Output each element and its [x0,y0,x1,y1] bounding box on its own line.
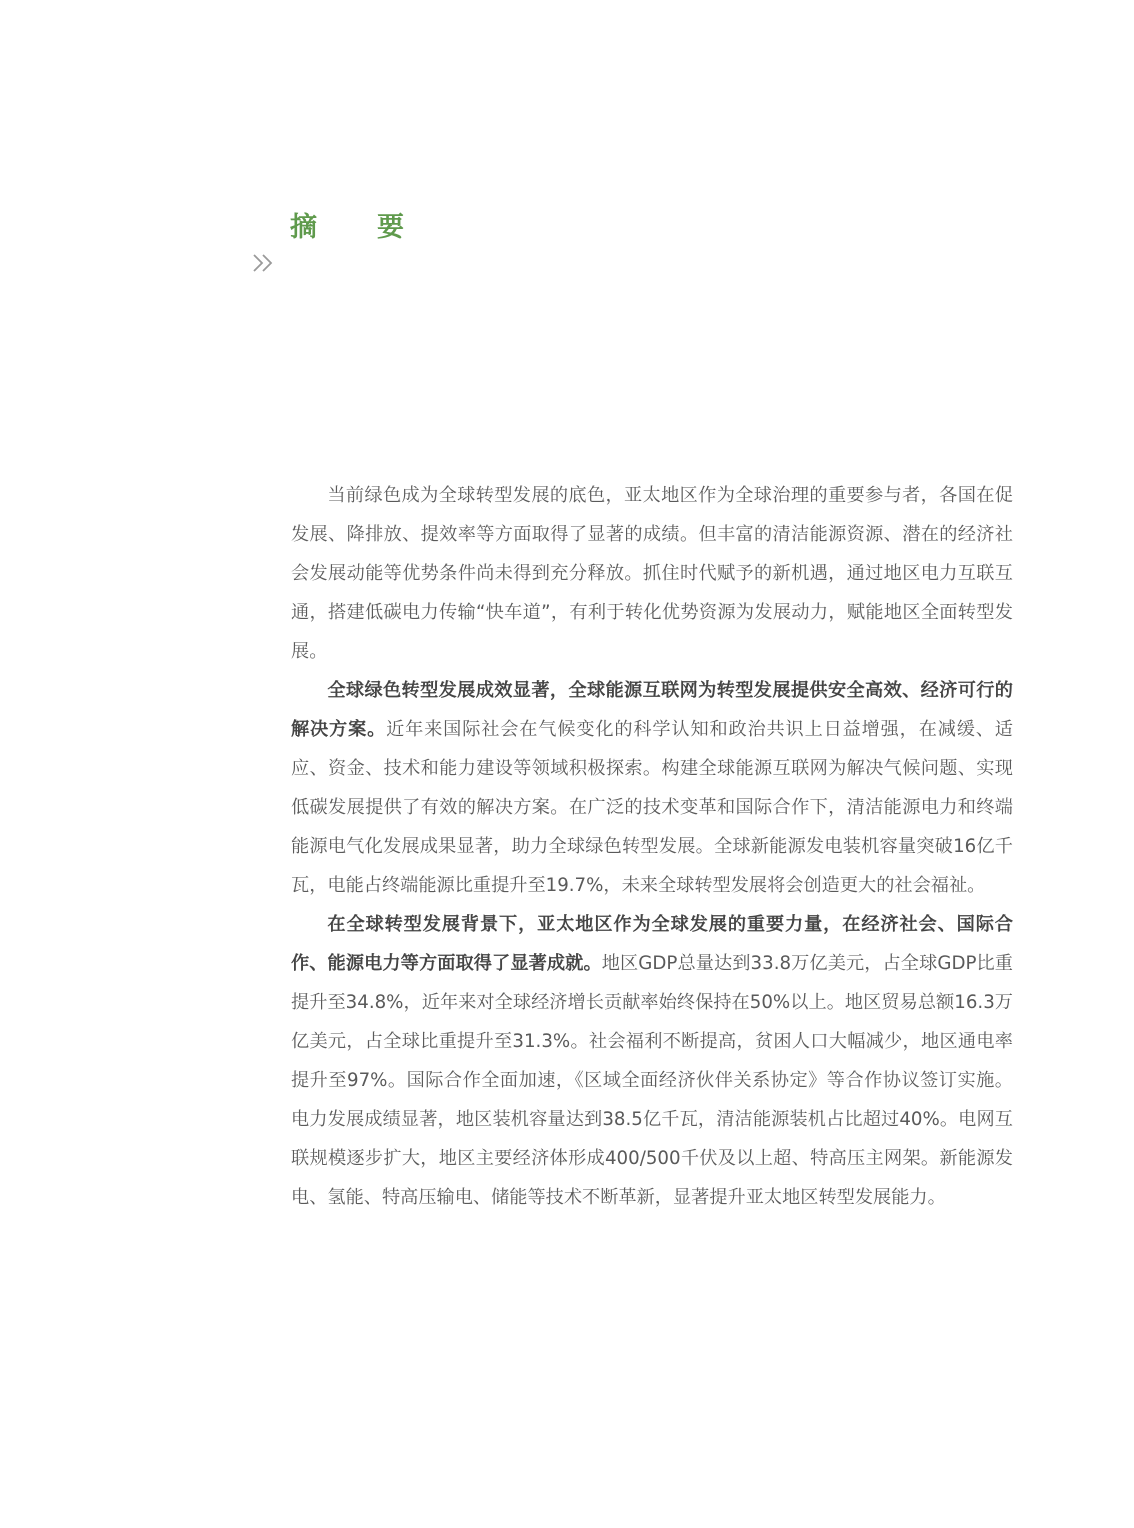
paragraph-3-text: 地区GDP总量达到33.8万亿美元，占全球GDP比重提升至34.8%，近年来对全球经济增长贡献率始终保持在50%以上。地区贸易总额16.3万亿美元，占全球比重提升至31.3%。社会福利不断提高，贫困人口大幅减少，地区通电率提升至97%。国际合作全面加速，《区域全面经济伙伴关系协定》等合作协议签订实施。电力发展成绩显著，地区装机容量达到38.5亿千瓦，清洁能源装机占比超过40%。电网互联规模逐步扩大，地区主要经济体形成400/500千伏及以上超、特高压主网架。新能源发电、氢能、特高压输电、储能等技术不断革新，显著提升亚太地区转型发展能力。 [291,953,1013,1208]
section-title-char-2: 要 [377,212,404,243]
section-title-char-1: 摘 [290,212,317,243]
paragraph-2-lead: 全球绿色转型发展成效显著，全球能源互联网为转型发展提供安全高效、经济可行的解决方案。 [291,680,1013,740]
paragraph-2-text: 近年来国际社会在气候变化的科学认知和政治共识上日益增强，在减缓、适应、资金、技术和能力建设等领域积极探索。构建全球能源互联网为解决气候问题、实现低碳发展提供了有效的解决方案。在广泛的技术变革和国际合作下，清洁能源电力和终端能源电气化发展成果显著，助力全球绿色转型发展。全球新能源发电装机容量突破16亿千瓦，电能占终端能源比重提升至19.7%，未来全球转型发展将会创造更大的社会福祉。 [291,719,1013,896]
paragraph-1-text: 当前绿色成为全球转型发展的底色，亚太地区作为全球治理的重要参与者，各国在促发展、降排放、提效率等方面取得了显著的成绩。但丰富的清洁能源资源、潜在的经济社会发展动能等优势条件尚未得到充分释放。抓住时代赋予的新机遇，通过地区电力互联互通，搭建低碳电力传输“快车道”，有利于转化优势资源为发展动力，赋能地区全面转型发展。 [291,485,1013,662]
double-chevron-right-icon [252,252,276,274]
section-title [290,205,404,244]
paragraph-1 [291,476,1013,671]
abstract-body [291,476,1013,1217]
paragraph-3-lead: 在全球转型发展背景下，亚太地区作为全球发展的重要力量，在经济社会、国际合作、能源电力等方面取得了显著成就。 [291,914,1013,974]
paragraph-2 [291,671,1013,905]
paragraph-3 [291,905,1013,1217]
